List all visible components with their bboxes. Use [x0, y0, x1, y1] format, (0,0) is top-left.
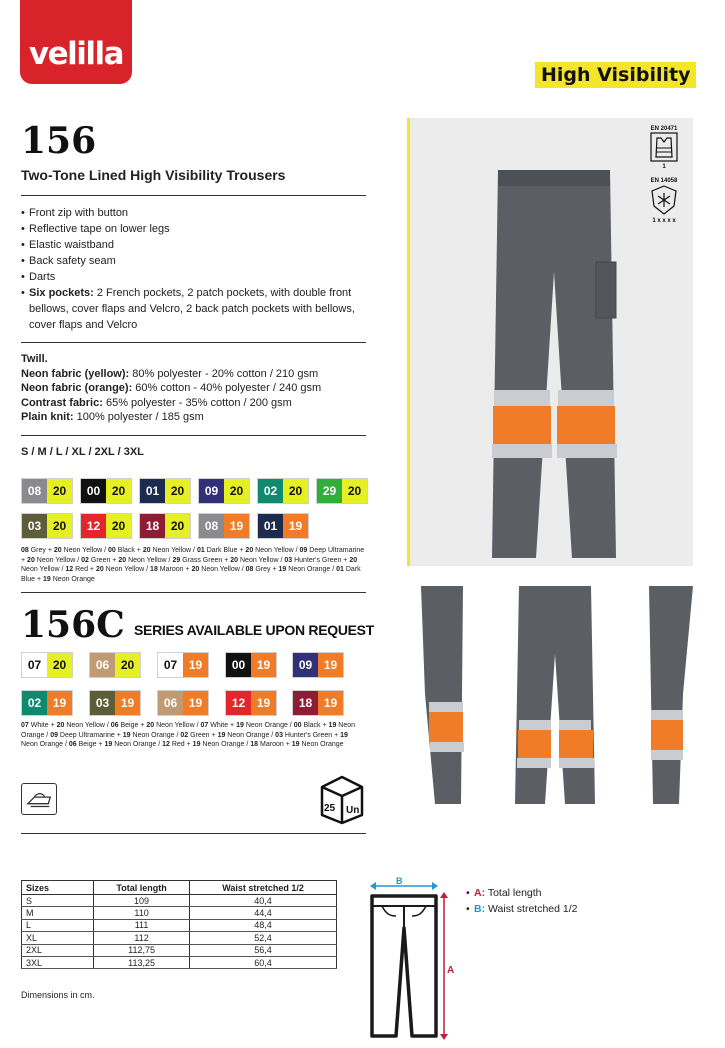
- color-swatch: [80, 478, 132, 504]
- table-row: [22, 907, 337, 919]
- legend-code: 01: [196, 547, 205, 554]
- product-code: 156: [21, 120, 97, 162]
- color-swatch: [225, 652, 277, 678]
- col-header: Waist stretched 1/2: [190, 881, 337, 895]
- legend-code: 09: [299, 547, 308, 554]
- legend-code: 20: [95, 566, 104, 573]
- color-swatch: [198, 478, 250, 504]
- swatch-main-code: 01: [258, 514, 283, 538]
- legend-text: Hunter's Green +: [282, 731, 341, 739]
- table-cell: 111: [94, 919, 190, 931]
- legend-text: Beige +: [76, 741, 105, 748]
- legend-text: Dark Blue +: [21, 566, 361, 583]
- swatch-main-code: 03: [22, 514, 47, 538]
- brand-name: velilla: [28, 36, 124, 72]
- label-a-letter: A: [447, 965, 455, 976]
- legend-code: 18: [150, 566, 158, 573]
- legend-code: 08: [245, 566, 254, 573]
- swatch-main-code: 12: [81, 514, 106, 538]
- legend-text: White +: [208, 722, 237, 729]
- legend-text: Black +: [115, 547, 143, 554]
- fabric-info: [21, 352, 366, 425]
- trousers-side-left-image: [421, 586, 464, 804]
- color-swatch: [316, 478, 368, 504]
- legend-text: Neon Orange /: [243, 722, 294, 729]
- swatch-main-code: 09: [293, 653, 318, 677]
- color-legend-156: [21, 546, 366, 584]
- series-c-code: 156C: [21, 604, 125, 646]
- legend-text: Deep Ultramarine +: [21, 547, 365, 564]
- color-swatch: [292, 652, 344, 678]
- table-cell: 109: [94, 895, 190, 907]
- table-cell: 40,4: [190, 895, 337, 907]
- legend-text: Neon Yellow /: [253, 547, 300, 554]
- color-swatch: [139, 478, 191, 504]
- table-cell: 56,4: [190, 944, 337, 956]
- color-swatch: [257, 513, 309, 539]
- divider: [21, 342, 366, 343]
- feature-list: [21, 205, 371, 333]
- legend-text: Grey +: [28, 547, 54, 554]
- swatch-main-code: 06: [90, 653, 115, 677]
- legend-text: Neon Orange: [299, 741, 344, 748]
- legend-code: 19: [278, 566, 287, 573]
- legend-text: Neon Orange /: [112, 741, 163, 748]
- legend-code: 07: [200, 722, 209, 729]
- legend-b-text: Waist stretched 1/2: [485, 903, 578, 915]
- legend-text: Neon Yellow /: [34, 556, 82, 564]
- table-cell: M: [22, 907, 94, 919]
- color-swatch: [21, 513, 73, 539]
- category-tag: High Visibility: [535, 62, 696, 88]
- legend-text: Beige +: [118, 722, 147, 729]
- swatch-main-code: 01: [140, 479, 165, 503]
- dimensions-note: Dimensions in cm.: [21, 990, 95, 1000]
- swatch-neon-code: 19: [183, 691, 208, 715]
- fabric-heading: Twill.: [21, 353, 48, 365]
- feature-item-pockets: [21, 285, 371, 333]
- swatch-main-code: 00: [81, 479, 106, 503]
- swatch-neon-code: 19: [318, 691, 343, 715]
- legend-text: White +: [28, 722, 57, 729]
- trousers-back-image: [515, 586, 595, 804]
- legend-text: Neon Yellow /: [61, 547, 108, 554]
- swatch-main-code: 07: [22, 653, 47, 677]
- legend-text: Neon Orange /: [225, 731, 276, 739]
- legend-code: 02: [81, 556, 89, 564]
- size-table: [21, 880, 337, 969]
- swatch-main-code: 06: [158, 691, 183, 715]
- legend-code: 00: [293, 722, 302, 729]
- legend-text: Neon Orange /: [21, 722, 356, 739]
- swatch-neon-code: 19: [251, 691, 276, 715]
- legend-text: Red +: [169, 741, 193, 748]
- package-unit: Un: [346, 805, 360, 816]
- legend-text: Grass Green +: [180, 556, 231, 564]
- legend-text: Neon Yellow /: [199, 566, 246, 573]
- fabric-value: 60% cotton - 40% polyester / 240 gsm: [132, 382, 322, 394]
- fabric-label: Neon fabric (orange):: [21, 382, 133, 394]
- legend-code: 20: [118, 556, 127, 564]
- swatch-neon-code: 19: [318, 653, 343, 677]
- color-swatch: [21, 690, 73, 716]
- table-cell: 60,4: [190, 956, 337, 968]
- legend-code: 20: [142, 547, 151, 554]
- legend-code: 19: [340, 731, 348, 739]
- swatch-neon-code: 20: [106, 514, 131, 538]
- legend-text: Neon Orange /: [21, 741, 69, 748]
- swatch-neon-code: 20: [106, 479, 131, 503]
- legend-code: 20: [53, 547, 62, 554]
- cert-en14058: [646, 178, 682, 224]
- feature-item: • Elastic waistband: [21, 237, 371, 253]
- col-header: Total length: [94, 881, 190, 895]
- col-header: Sizes: [22, 881, 94, 895]
- legend-text: Grey +: [253, 566, 279, 573]
- legend-code: 12: [162, 741, 170, 748]
- pockets-text: 2 French pockets, 2 patch pockets, with double front bellows, cover flaps and Velcro, 2 back patch pockets with bellows, cover flaps and Velcro: [29, 287, 355, 331]
- legend-text: Black +: [301, 722, 329, 729]
- trousers-side-back-images: [415, 584, 693, 806]
- table-cell: 2XL: [22, 944, 94, 956]
- table-row: [22, 944, 337, 956]
- package-box-icon: [316, 771, 366, 825]
- table-row: [22, 932, 337, 944]
- legend-text: Deep Ultramarine +: [57, 731, 123, 739]
- swatch-neon-code: 20: [47, 514, 72, 538]
- legend-code: 19: [291, 741, 300, 748]
- swatch-main-code: 08: [199, 514, 224, 538]
- fabric-label: Neon fabric (yellow):: [21, 367, 130, 380]
- legend-code: 08: [21, 547, 29, 554]
- swatch-neon-code: 19: [251, 653, 276, 677]
- table-header-row: [22, 881, 337, 895]
- swatch-neon-code: 20: [283, 479, 308, 503]
- table-cell: 3XL: [22, 956, 94, 968]
- swatch-neon-code: 20: [342, 479, 367, 503]
- legend-code: 20: [191, 566, 200, 573]
- legend-text: Neon Orange /: [200, 741, 251, 748]
- table-cell: 112: [94, 932, 190, 944]
- legend-code: 20: [245, 547, 254, 554]
- feature-item: • Front zip with button: [21, 205, 371, 221]
- legend-code: 20: [146, 722, 155, 729]
- size-range: S / M / L / XL / 2XL / 3XL: [21, 446, 144, 458]
- color-swatch: [225, 690, 277, 716]
- legend-b-label: B:: [474, 903, 486, 915]
- color-swatch: [21, 478, 73, 504]
- legend-text: Neon Orange: [50, 575, 95, 583]
- brand-logo: [20, 0, 132, 84]
- color-swatch: [80, 513, 132, 539]
- legend-a-text: Total length: [485, 887, 542, 899]
- legend-text: Neon Yellow /: [126, 556, 173, 564]
- legend-text: Maroon +: [157, 566, 192, 573]
- swatch-main-code: 18: [140, 514, 165, 538]
- legend-code: 19: [43, 575, 51, 583]
- legend-code: 03: [284, 556, 293, 564]
- color-swatch: [139, 513, 191, 539]
- legend-text: Neon Orange /: [286, 566, 337, 573]
- color-swatch: [292, 690, 344, 716]
- divider: [21, 592, 366, 593]
- pockets-label: Six pockets:: [29, 287, 94, 299]
- trousers-side-right-image: [649, 586, 693, 804]
- legend-b: [466, 901, 578, 917]
- legend-a: [466, 885, 578, 901]
- swatch-neon-code: 19: [224, 514, 249, 538]
- legend-text: Neon Yellow /: [154, 722, 201, 729]
- color-swatch: [198, 513, 250, 539]
- swatch-neon-code: 19: [47, 691, 72, 715]
- color-swatch: [157, 690, 209, 716]
- swatch-main-code: 02: [258, 479, 283, 503]
- legend-code: 12: [65, 566, 74, 573]
- legend-text: Green +: [88, 556, 119, 564]
- legend-text: Maroon +: [258, 741, 292, 748]
- legend-code: 19: [104, 741, 113, 748]
- legend-text: Neon Orange /: [130, 731, 181, 739]
- swatch-neon-code: 20: [47, 479, 72, 503]
- color-swatch: [89, 690, 141, 716]
- divider: [21, 833, 366, 834]
- fabric-value: 100% polyester / 185 gsm: [73, 411, 204, 423]
- legend-text: Neon Yellow /: [238, 556, 285, 564]
- color-swatch: [257, 478, 309, 504]
- fabric-value: 65% polyester - 35% cotton / 200 gsm: [102, 396, 292, 409]
- legend-code: 19: [328, 722, 337, 729]
- swatch-main-code: 07: [158, 653, 183, 677]
- legend-code: 19: [236, 722, 244, 729]
- swatch-neon-code: 20: [115, 653, 140, 677]
- swatch-main-code: 08: [22, 479, 47, 503]
- fabric-value: 80% polyester - 20% cotton / 210 gsm: [129, 367, 319, 380]
- swatch-main-code: 18: [293, 691, 318, 715]
- legend-code: 06: [110, 722, 119, 729]
- legend-code: 19: [192, 741, 201, 748]
- color-swatch: [157, 652, 209, 678]
- table-cell: 112,75: [94, 944, 190, 956]
- table-cell: 48,4: [190, 919, 337, 931]
- legend-code: 20: [349, 556, 358, 564]
- swatch-neon-code: 20: [224, 479, 249, 503]
- fabric-label: Contrast fabric:: [21, 396, 103, 409]
- table-cell: 44,4: [190, 907, 337, 919]
- legend-code: 19: [122, 731, 131, 739]
- swatch-neon-code: 19: [283, 514, 308, 538]
- legend-text: Neon Yellow /: [103, 566, 151, 573]
- table-row: [22, 919, 337, 931]
- swatch-neon-code: 20: [165, 514, 190, 538]
- divider: [21, 195, 366, 196]
- legend-code: 07: [21, 722, 29, 729]
- ironing-care-icon: [21, 783, 57, 815]
- swatch-main-code: 02: [22, 691, 47, 715]
- label-b-letter: B: [396, 876, 403, 886]
- table-cell: 110: [94, 907, 190, 919]
- legend-code: 20: [27, 556, 35, 564]
- divider: [21, 435, 366, 436]
- legend-code: 20: [230, 556, 239, 564]
- fabric-label: Plain knit:: [21, 411, 74, 423]
- legend-text: Green +: [188, 731, 218, 739]
- swatch-main-code: 12: [226, 691, 251, 715]
- legend-text: Neon Yellow /: [64, 722, 111, 729]
- legend-text: Neon Yellow /: [21, 566, 66, 573]
- cold-protection-icon: [650, 184, 678, 216]
- legend-code: 09: [50, 731, 58, 739]
- cert-class: 1: [662, 164, 666, 170]
- legend-text: Dark Blue +: [204, 547, 246, 554]
- table-cell: 52,4: [190, 932, 337, 944]
- main-product-photo: [407, 118, 693, 566]
- package-qty: 25: [324, 803, 336, 814]
- feature-item: • Darts: [21, 269, 371, 285]
- cert-en20471: [646, 126, 682, 170]
- cert-class: 1 x x x x: [652, 218, 676, 224]
- legend-code: 20: [56, 722, 65, 729]
- product-title: Two-Tone Lined High Visibility Trousers: [21, 167, 286, 183]
- legend-code: 00: [108, 547, 116, 554]
- legend-text: Neon Yellow /: [150, 547, 197, 554]
- table-row: [22, 895, 337, 907]
- legend-code: 01: [336, 566, 344, 573]
- color-swatch: [21, 652, 73, 678]
- color-swatch: [89, 652, 141, 678]
- table-cell: L: [22, 919, 94, 931]
- legend-code: 02: [180, 731, 189, 739]
- measurement-diagram: [364, 876, 464, 1044]
- table-cell: XL: [22, 932, 94, 944]
- feature-item: • Back safety seam: [21, 253, 371, 269]
- legend-code: 19: [217, 731, 226, 739]
- measurement-legend: [466, 885, 578, 917]
- legend-text: Hunter's Green +: [292, 556, 350, 564]
- hi-vis-vest-icon: [650, 132, 678, 162]
- swatch-neon-code: 20: [47, 653, 72, 677]
- swatch-neon-code: 19: [115, 691, 140, 715]
- cert-code: EN 14058: [650, 178, 678, 184]
- legend-code: 18: [250, 741, 259, 748]
- legend-code: 06: [68, 741, 77, 748]
- color-legend-156c: [21, 721, 366, 750]
- trousers-front-image: [488, 162, 620, 562]
- table-row: [22, 956, 337, 968]
- series-c-note: SERIES AVAILABLE UPON REQUEST: [134, 622, 374, 638]
- cert-code: EN 20471: [650, 126, 678, 132]
- swatch-neon-code: 20: [165, 479, 190, 503]
- swatch-neon-code: 19: [183, 653, 208, 677]
- legend-text: Red +: [73, 566, 96, 573]
- swatch-main-code: 03: [90, 691, 115, 715]
- legend-a-label: A:: [474, 887, 486, 899]
- swatch-main-code: 09: [199, 479, 224, 503]
- feature-item: • Reflective tape on lower legs: [21, 221, 371, 237]
- table-cell: 113,25: [94, 956, 190, 968]
- legend-code: 29: [172, 556, 181, 564]
- swatch-main-code: 29: [317, 479, 342, 503]
- legend-code: 03: [275, 731, 283, 739]
- swatch-main-code: 00: [226, 653, 251, 677]
- table-cell: S: [22, 895, 94, 907]
